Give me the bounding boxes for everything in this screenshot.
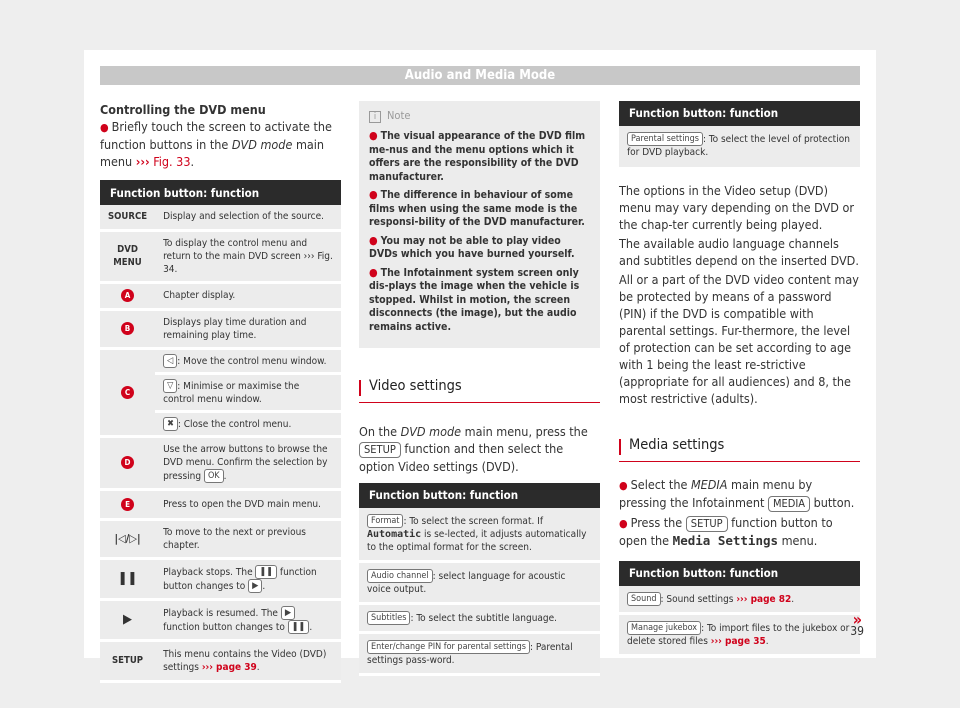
bullet-paragraph: ● Press the SETUP function button to open the Media Settings menu. (619, 515, 833, 548)
pause-key-icon: ❚❚ (255, 565, 277, 579)
page-number: 39 (850, 624, 864, 638)
table-title: Function button: function (619, 101, 860, 126)
minimise-icon: ▽ (163, 379, 177, 393)
section-title-video: Video settings (359, 378, 600, 403)
next-chapter-icon: ▷| (129, 532, 141, 545)
bullet-icon: ● (100, 121, 109, 134)
media-function-table (619, 561, 860, 657)
table-row: Manage jukebox : To import files to the jukebox or delete stored files ››› page 35. (619, 615, 860, 657)
page-link[interactable]: ››› page 39 (201, 661, 257, 673)
move-window-icon: ◁ (163, 354, 177, 368)
table-row: Enter/change PIN for parental settings : Parental settings pass-word. (359, 634, 600, 676)
close-icon: ✖ (163, 417, 178, 431)
column-3 (619, 101, 860, 657)
figure-link[interactable]: Fig. 33 (153, 154, 191, 169)
paragraph: All or a part of the DVD video content may be protected by means of a password (PIN) if the DVD is compatible with parental settings. Fur-thermore, the level of protection can be set according to age with 1 being the least re-strictive (appropriate for all audiences) and 8, the most restrictive (adults). (619, 272, 859, 406)
table-row: C ◁ : Move the control menu window. ▽ : Minimise or maximise the control menu window. ✖ : Close the control menu. (100, 348, 341, 436)
key-setup: SETUP (100, 640, 155, 681)
table-row: Subtitles : To select the subtitle language. (359, 605, 600, 634)
column-1 (100, 101, 341, 683)
table-row: A Chapter display. (100, 282, 341, 309)
table-row: Audio channel : select language for acoustic voice output. (359, 563, 600, 605)
sound-key: Sound (627, 592, 661, 606)
table-row: Parental settings : To select the level of protection for DVD playback. (619, 126, 860, 170)
play-key-icon: ▶ (248, 579, 262, 593)
table-row: Sound : Sound settings ››› page 82. (619, 586, 860, 615)
table-row: DVD MENU To display the control menu and return to the main DVD screen ››› Fig. 34. (100, 230, 341, 282)
table-row: B Displays play time duration and remaining play time. (100, 309, 341, 348)
badge-e: E (121, 498, 134, 511)
list-item: ● The visual appearance of the DVD film me-nus and the menu options which it offers are the responsibility of the DVD manufacturer. (369, 129, 586, 183)
bullet-paragraph: ● Select the MEDIA main menu by pressing the Infotainment MEDIA button. (619, 477, 855, 510)
bullet-paragraph: ● Briefly touch the screen to activate the function buttons in the DVD mode main menu ››› Fig. 33. (100, 119, 332, 169)
column-2 (359, 101, 600, 676)
format-key: Format (367, 514, 403, 528)
table-title: Function button: function (359, 483, 600, 508)
page-link[interactable]: ››› page 82 (736, 594, 792, 605)
list-item: ● You may not be able to play video DVDs which you have burned yourself. (369, 233, 575, 260)
pause-icon: ❚❚ (100, 558, 155, 599)
video-function-table (359, 483, 600, 676)
note-list (369, 129, 590, 334)
badge-a: A (121, 289, 134, 302)
list-item: ● The difference in behaviour of some films when using the same mode is the responsi-bility of the DVD manufacturer. (369, 188, 585, 228)
table-row: D Use the arrow buttons to browse the DVD menu. Confirm the selection by pressing OK . (100, 436, 341, 489)
info-icon: i (369, 111, 381, 123)
play-key-icon: ▶ (281, 606, 295, 620)
previous-chapter-icon: |◁ (114, 532, 126, 545)
figure-link-arrows[interactable]: ››› (135, 154, 150, 169)
play-icon: ▶ (100, 599, 155, 640)
subtitles-key: Subtitles (367, 611, 410, 625)
table-row: ❚❚ Playback stops. The ❚❚ function button changes to ▶ . (100, 558, 341, 599)
video-paragraph: On the DVD mode main menu, press the SETUP function and then select the option Video settings (DVD). (359, 424, 588, 474)
manage-jukebox-key: Manage jukebox (627, 621, 701, 635)
badge-c: C (121, 386, 134, 399)
table-row: |◁/▷| To move to the next or previous chapter. (100, 519, 341, 558)
note-box: i Note ● The visual appearance of the DVD film me-nus and the menu options which it offers are the responsibility of the DVD manufacturer. ● The difference in behaviour of some films when using the same mode is the responsi-bility of the DVD manufacturer. ● You may not be able to play video DVDs which you have burned yourself. ● The Infotainment system screen only dis-plays the image when the vehicle is stopped. Whilst in motion, the screen disconnects (the image), but the audio remains active. (359, 101, 600, 348)
pin-key: Enter/change PIN for parental settings (367, 640, 530, 654)
table-title: Function button: function (619, 561, 860, 586)
section-heading: Controlling the DVD menu (100, 102, 266, 117)
badge-d: D (121, 456, 134, 469)
paragraph: The options in the Video setup (DVD) menu may vary depending on the DVD or the chap-ter currently being played. (619, 183, 854, 232)
continue-icon: » (852, 610, 862, 629)
media-key: MEDIA (768, 496, 810, 512)
section-title-media: Media settings (619, 437, 860, 462)
table-row: Format : To select the screen format. If Automatic is se-lected, it adjusts automatically to the optimal format for the screen. (359, 508, 600, 563)
parental-function-table (619, 101, 860, 170)
key-source: SOURCE (100, 205, 155, 230)
pause-key-icon: ❚❚ (288, 620, 310, 634)
paragraph: The available audio language channels and subtitles depend on the inserted DVD. (619, 236, 859, 268)
audio-channel-key: Audio channel (367, 569, 433, 583)
setup-key: SETUP (359, 442, 401, 458)
table-row: E Press to open the DVD main menu. (100, 489, 341, 519)
page-header: Audio and Media Mode (100, 66, 860, 85)
list-item: ● The Infotainment system screen only dis-plays the image when the vehicle is stopped. Whilst in motion, the screen disconnects (the image), but the audio remains active. (369, 265, 580, 333)
table-row: SETUP This menu contains the Video (DVD) settings ››› page 39. (100, 640, 341, 681)
function-table (100, 180, 341, 683)
page-link[interactable]: ››› page 35 (710, 636, 766, 647)
table-row: ▶ Playback is resumed. The ▶ function button changes to ❚❚ . (100, 599, 341, 640)
table-title: Function button: function (100, 180, 341, 205)
key-dvd-menu: DVD MENU (100, 230, 155, 282)
badge-b: B (121, 322, 134, 335)
table-row: SOURCE Display and selection of the source. (100, 205, 341, 230)
parental-settings-key: Parental settings (627, 132, 703, 146)
setup-key: SETUP (686, 516, 728, 532)
ok-key: OK (204, 469, 224, 483)
